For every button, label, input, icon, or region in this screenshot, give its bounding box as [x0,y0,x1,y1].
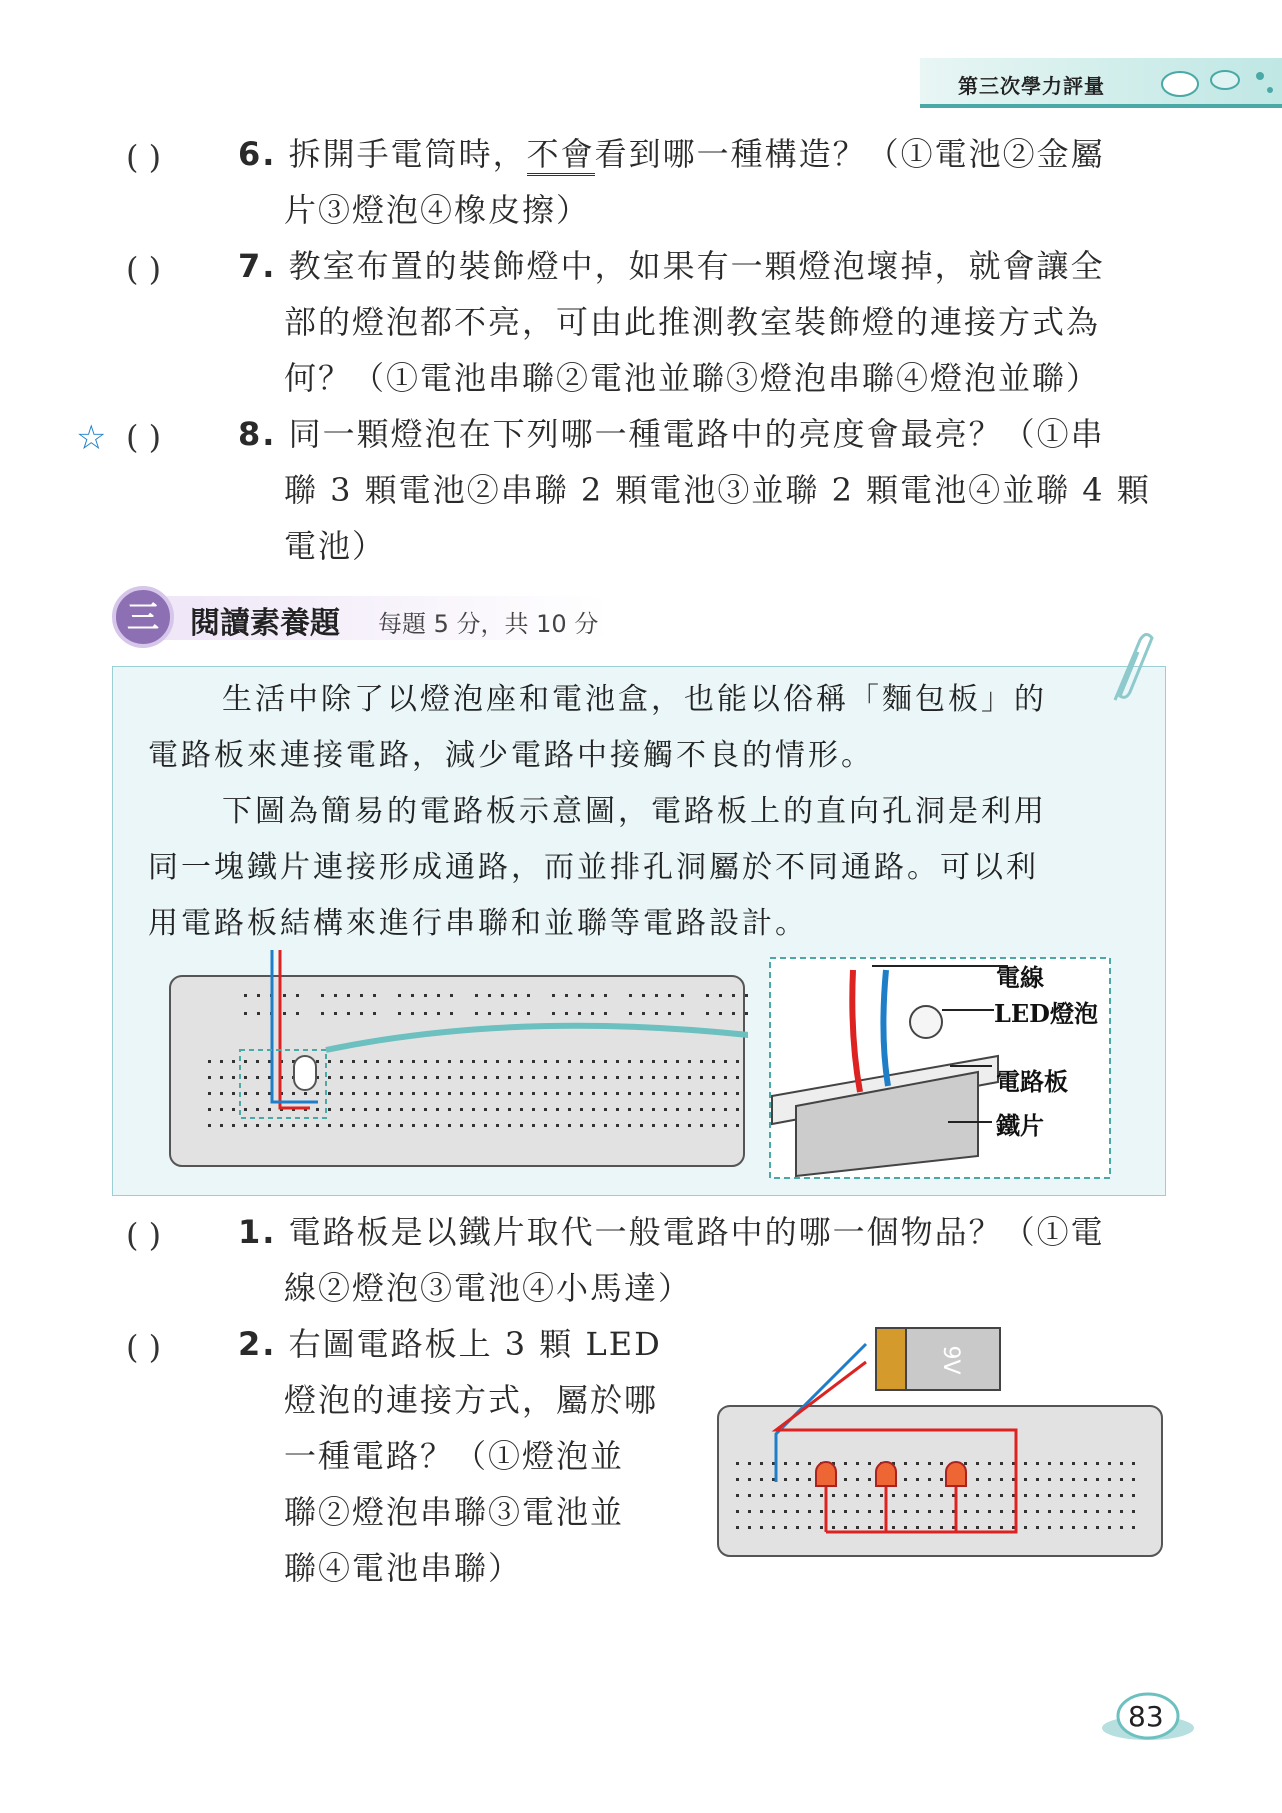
section-score: 每題 5 分，共 10 分 [378,610,599,638]
question-6-line2: 片③燈泡④橡皮擦） [284,191,591,229]
question-b1-line2: 線②燈泡③電池④小馬達） [284,1269,693,1307]
reading-para1-line2: 電路板來連接電路，減少電路中接觸不良的情形。 [148,738,874,773]
question-7: 7. 教室布置的裝飾燈中，如果有一顆燈泡壞掉，就會讓全 [238,247,1105,285]
reading-para2-line2: 同一塊鐵片連接形成通路，而並排孔洞屬於不同通路。可以利 [148,850,1039,885]
question-8: 8. 同一顆燈泡在下列哪一種電路中的亮度會最亮？（①串 [238,415,1105,453]
label-wire: 電線 [996,963,1044,992]
section-title: 閱讀素養題 [190,606,340,641]
question-b2-line4: 聯②燈泡串聯③電池並 [284,1493,625,1531]
label-iron: 鐵片 [996,1111,1044,1140]
question-b2: 2. 右圖電路板上 3 顆 LED [238,1325,662,1363]
question-b2-line3: 一種電路？（①燈泡並 [284,1437,625,1475]
question-7-line2: 部的燈泡都不亮，可由此推測教室裝飾燈的連接方式為 [284,303,1101,341]
question-b2-line2: 燈泡的連接方式，屬於哪 [284,1381,659,1419]
star-icon: ☆ [76,418,107,458]
answer-blank[interactable]: ( ) [126,138,162,176]
answer-blank[interactable]: ( ) [126,250,162,288]
question-b1: 1. 電路板是以鐵片取代一般電路中的哪一個物品？（①電 [238,1213,1105,1251]
answer-blank[interactable]: ( ) [126,418,162,456]
breadboard-diagram [168,950,748,1170]
page-header-title: 第三次學力評量 [958,74,1105,98]
circuit-diagram [716,1322,1166,1558]
reading-para1-line1: 生活中除了以燈泡座和電池盒，也能以俗稱「麵包板」的 [222,682,1047,717]
section-badge: 三 [112,586,174,648]
question-8-line3: 電池） [284,527,387,565]
question-7-line3: 何？（①電池串聯②電池並聯③燈泡串聯④燈泡並聯） [284,359,1101,397]
header-decoration-icon [1150,58,1282,108]
label-board: 電路板 [996,1067,1068,1096]
reading-para2-line1: 下圖為簡易的電路板示意圖，電路板上的直向孔洞是利用 [222,794,1047,829]
reading-para2-line3: 用電路板結構來進行串聯和並聯等電路設計。 [148,906,808,941]
paperclip-icon [1100,630,1160,710]
answer-blank[interactable]: ( ) [126,1216,162,1254]
label-led: LED燈泡 [994,999,1098,1028]
question-8-line2: 聯 3 顆電池②串聯 2 顆電池③並聯 2 顆電池④並聯 4 顆 [284,471,1151,509]
question-6: 6. 拆開手電筒時，不會看到哪一種構造？（①電池②金屬 [238,126,1105,182]
question-b2-line5: 聯④電池串聯） [284,1549,523,1587]
page-number: 83 [1128,1700,1164,1733]
battery-label: 9V [938,1345,963,1375]
answer-blank[interactable]: ( ) [126,1328,162,1366]
